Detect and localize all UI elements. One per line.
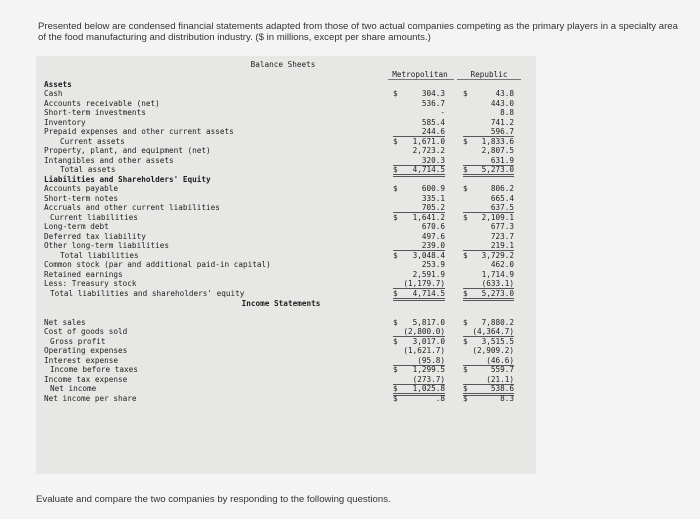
metropolitan-currency-symbol: $ [393, 251, 398, 260]
metropolitan-value: 1,641.2 [412, 213, 445, 222]
row-label: Net income per share [44, 394, 137, 403]
row-label: Current liabilities [50, 213, 138, 222]
metropolitan-value: 536.7 [421, 99, 445, 108]
metropolitan-value: 335.1 [421, 194, 445, 203]
balance-sheets-title: Balance Sheets [250, 60, 316, 69]
statement-row [36, 327, 536, 337]
row-label: Accounts payable [44, 184, 119, 193]
metropolitan-value: 304.3 [421, 89, 445, 98]
row-label: Interest expense [44, 356, 119, 365]
republic-value: 5,273.0 [463, 289, 514, 301]
statement-row [36, 108, 536, 118]
republic-value: 443.0 [490, 99, 514, 108]
intro-text: Presented below are condensed financial statements adapted from those of two actual companies competing as the primary players in a specialty area of the food manufacturing and distribution industry. ($ in millions, except per share amounts.) [38, 21, 678, 43]
statement-row [36, 89, 536, 99]
metropolitan-value: (2,800.0) [393, 327, 445, 337]
republic-value: 538.6 [463, 384, 514, 396]
republic-value: 596.7 [463, 127, 514, 137]
metropolitan-value: 244.6 [393, 127, 445, 137]
row-label: Net income [50, 384, 97, 393]
metropolitan-currency-symbol: $ [393, 184, 398, 193]
republic-value: 806.2 [490, 184, 514, 193]
row-label: Less: Treasury stock [44, 279, 137, 288]
metropolitan-value: 239.0 [393, 241, 445, 251]
row-label: Deferred tax liability [44, 232, 146, 241]
metropolitan-value: 2,723.2 [412, 146, 445, 155]
row-label: Current assets [60, 137, 125, 146]
instructions-text: Evaluate and compare the two companies by responding to the following questions. [36, 494, 391, 505]
republic-value: 741.2 [490, 118, 514, 127]
republic-currency-symbol: $ [463, 384, 468, 393]
republic-currency-symbol: $ [463, 251, 468, 260]
row-label: Inventory [44, 118, 86, 127]
metropolitan-currency-symbol: $ [393, 394, 398, 403]
republic-value: 43.8 [495, 89, 514, 98]
metropolitan-currency-symbol: $ [393, 165, 398, 174]
statement-row [36, 260, 536, 270]
metropolitan-value: 4,714.5 [393, 289, 445, 301]
metropolitan-value: .8 [435, 394, 445, 403]
row-label: Long-term debt [44, 222, 109, 231]
metropolitan-currency-symbol: $ [393, 318, 398, 327]
republic-value: 637.5 [463, 203, 514, 213]
row-label: Assets [44, 80, 72, 89]
column-header-metropolitan: Metropolitan [392, 70, 448, 79]
row-label: Short-term investments [44, 108, 146, 117]
republic-value: (4,364.7) [463, 327, 514, 337]
metropolitan-currency-symbol: $ [393, 337, 398, 346]
republic-currency-symbol: $ [463, 318, 468, 327]
metropolitan-value: 1,025.8 [393, 384, 445, 396]
republic-value: 723.7 [490, 232, 514, 241]
metropolitan-currency-symbol: $ [393, 89, 398, 98]
metropolitan-value: - [440, 108, 445, 117]
metropolitan-value: (95.8) [393, 356, 445, 366]
republic-value: 3,729.2 [481, 251, 514, 260]
metropolitan-currency-symbol: $ [393, 137, 398, 146]
row-label: Net sales [44, 318, 86, 327]
republic-value: (46.6) [463, 356, 514, 366]
statement-row [36, 165, 536, 175]
statement-row [36, 346, 536, 356]
row-label: Gross profit [50, 337, 106, 346]
republic-currency-symbol: $ [463, 337, 468, 346]
republic-value: 462.0 [490, 260, 514, 269]
row-label: Retained earnings [44, 270, 123, 279]
statement-row [36, 222, 536, 232]
metropolitan-value: 3,048.4 [412, 251, 445, 260]
republic-value: 1,714.9 [481, 270, 514, 279]
metropolitan-currency-symbol: $ [393, 213, 398, 222]
republic-currency-symbol: $ [463, 365, 468, 374]
row-label: Property, plant, and equipment (net) [44, 146, 211, 155]
republic-value: 1,833.6 [481, 137, 514, 146]
statement-row [36, 146, 536, 156]
republic-value: 219.1 [463, 241, 514, 251]
metropolitan-value: 600.9 [421, 184, 445, 193]
statement-row [36, 203, 536, 213]
row-label: Accruals and other current liabilities [44, 203, 220, 212]
row-label: Prepaid expenses and other current assets [44, 127, 234, 136]
republic-value: (633.1) [463, 279, 514, 289]
row-label: Other long-term liabilities [44, 241, 169, 250]
row-label: Common stock (par and additional paid-in capital) [44, 260, 271, 269]
republic-currency-symbol: $ [463, 213, 468, 222]
metropolitan-value: 1,671.0 [412, 137, 445, 146]
republic-value: 677.3 [490, 222, 514, 231]
statement-row [36, 365, 536, 375]
statement-row [36, 289, 536, 299]
metropolitan-value: 585.4 [421, 118, 445, 127]
metropolitan-value: 4,714.5 [393, 165, 445, 177]
metropolitan-currency-symbol: $ [393, 384, 398, 393]
statement-row [36, 127, 536, 137]
republic-value: (21.1) [463, 375, 514, 385]
row-label: Total liabilities [60, 251, 139, 260]
republic-currency-symbol: $ [463, 289, 468, 298]
republic-value: 7,880.2 [481, 318, 514, 327]
row-label: Total liabilities and shareholders' equity [50, 289, 245, 298]
republic-value: 631.9 [463, 156, 514, 166]
metropolitan-value: 1,299.5 [412, 365, 445, 374]
republic-value: 665.4 [490, 194, 514, 203]
financial-statements-panel [36, 56, 536, 474]
metropolitan-value: (1,179.7) [393, 279, 445, 289]
row-label: Cost of goods sold [44, 327, 128, 336]
republic-value: 5,273.0 [463, 165, 514, 177]
statement-row [36, 279, 536, 289]
row-label: Short-term notes [44, 194, 119, 203]
row-label: Liabilities and Shareholders' Equity [44, 175, 211, 184]
republic-currency-symbol: $ [463, 394, 468, 403]
row-label: Income before taxes [50, 365, 138, 374]
statement-row [36, 184, 536, 194]
republic-value: (2,909.2) [472, 346, 514, 355]
metropolitan-value: 705.2 [393, 203, 445, 213]
metropolitan-value: 5,817.0 [412, 318, 445, 327]
row-label: Cash [44, 89, 63, 98]
republic-value: 2,109.1 [481, 213, 514, 222]
metropolitan-currency-symbol: $ [393, 289, 398, 298]
republic-currency-symbol: $ [463, 184, 468, 193]
column-header-republic: Republic [470, 70, 508, 79]
metropolitan-value: 2,591.9 [412, 270, 445, 279]
metropolitan-value: 320.3 [393, 156, 445, 166]
row-label: Intangibles and other assets [44, 156, 174, 165]
statement-row [36, 384, 536, 394]
republic-value: 559.7 [490, 365, 514, 374]
income-statements-title: Income Statements [241, 299, 321, 308]
statement-row [36, 394, 536, 404]
republic-currency-symbol: $ [463, 89, 468, 98]
metropolitan-value: 497.6 [421, 232, 445, 241]
republic-value: 2,807.5 [481, 146, 514, 155]
metropolitan-value: 670.6 [421, 222, 445, 231]
spacer-row [36, 308, 536, 318]
metropolitan-value: 3,017.0 [412, 337, 445, 346]
metropolitan-value: (273.7) [393, 375, 445, 385]
republic-currency-symbol: $ [463, 165, 468, 174]
row-label: Accounts receivable (net) [44, 99, 160, 108]
republic-value: 8.3 [500, 394, 514, 403]
metropolitan-value: (1,621.7) [403, 346, 445, 355]
row-label: Operating expenses [44, 346, 128, 355]
metropolitan-currency-symbol: $ [393, 365, 398, 374]
republic-value: 8.8 [500, 108, 514, 117]
metropolitan-value: 253.9 [421, 260, 445, 269]
republic-value: 3,515.5 [481, 337, 514, 346]
row-label: Income tax expense [44, 375, 128, 384]
statement-row [36, 241, 536, 251]
republic-currency-symbol: $ [463, 137, 468, 146]
row-label: Total assets [60, 165, 116, 174]
